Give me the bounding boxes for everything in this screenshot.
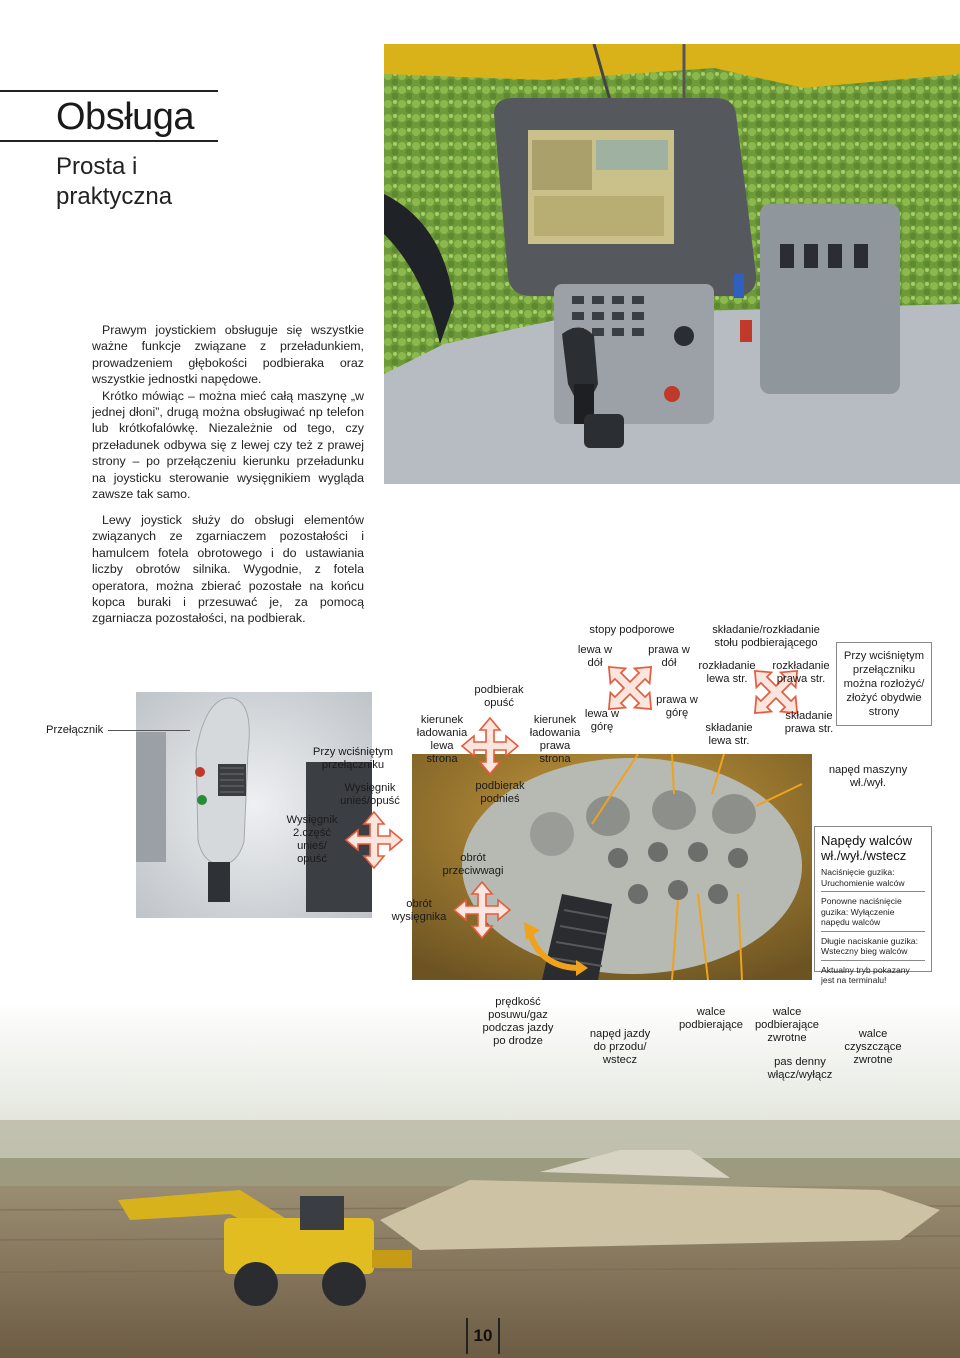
cab-illustration	[384, 44, 960, 484]
table-fold-label: składanie/rozkładanie stołu podbierającego	[712, 624, 820, 649]
field-photo	[0, 1000, 960, 1358]
roller-drives-line: Naciśnięcie guzika: Uruchomienie walców	[821, 867, 905, 888]
hint-box	[836, 642, 932, 726]
roller-drives-line: Długie naciskanie guzika: Wsteczny bieg walców	[821, 935, 918, 956]
green-button-icon	[197, 795, 207, 805]
title-rule	[0, 140, 218, 142]
counterweight-rotation-label: obrót przeciwwagi	[442, 852, 504, 877]
unfold-left-label: rozkładanie lewa str.	[698, 660, 756, 685]
red-button-icon	[195, 767, 205, 777]
text-block-1	[92, 322, 364, 502]
divider	[821, 931, 925, 932]
cleaning-rollers-label: walce czyszczące zwrotne	[844, 1028, 902, 1066]
right-up-label: prawa w górę	[656, 694, 698, 719]
cab-photo	[384, 44, 960, 484]
switch-leader-line	[108, 730, 190, 731]
divider	[821, 891, 925, 892]
roller-drives-box	[814, 826, 932, 985]
pickup-rollers-label: walce podbierające	[678, 1006, 744, 1031]
load-direction-right-label: kierunek ładowania prawa strona	[529, 714, 581, 765]
fold-left-label: składanie lewa str.	[705, 722, 753, 747]
page-title: Obsługa	[56, 96, 195, 138]
text-block-2	[92, 512, 364, 627]
load-direction-left-label: kierunek ładowania lewa strona	[416, 714, 468, 765]
hint-text: Przy wciśniętym przełączniku można rozłożyć/ złożyć obydwie strony	[843, 650, 925, 718]
pickup-rollers-reverse-label: walce podbierające zwrotne	[754, 1006, 820, 1044]
field-illustration	[0, 1000, 960, 1358]
boom-second-part-label: Wysięgnik 2.część unieś/ opuść	[286, 814, 338, 865]
speed-label: prędkość posuwu/gaz podczas jazdy po drodze	[482, 996, 554, 1047]
top-rule	[0, 90, 218, 92]
roller-drives-title: Napędy walców wł./wył./wstecz	[821, 833, 913, 863]
left-down-label: lewa w dół	[577, 644, 613, 669]
switch-label: Przełącznik	[46, 724, 104, 736]
fold-right-label: składanie prawa str.	[784, 710, 834, 735]
left-up-label: lewa w górę	[584, 708, 620, 733]
right-down-label: prawa w dół	[648, 644, 690, 669]
divider	[821, 960, 925, 961]
roller-drives-line: Ponowne naciśnięcie guzika: Wyłączenie napędu walców	[821, 896, 902, 927]
paragraph: Krótko mówiąc – można mieć całą maszynę „w jednej dłoni”, drugą można obsługiwać np telefon lub krótkofalówkę. Niezależnie od tego, czy przeładunek odbywa się z lewej czy też z prawej strony – po przełączeniu kierunku przeładunku na joysticku sterowanie wysięgnikiem wygląda zawsze tak samo.	[92, 388, 364, 502]
travel-drive-label: napęd jazdy do przodu/ wstecz	[589, 1028, 651, 1066]
page-subtitle: Prosta i praktyczna	[56, 153, 173, 210]
boom-raise-label: Wysięgnik unieś/opuść	[340, 782, 400, 807]
boom-raise-lower-arrow-icon	[344, 810, 404, 870]
unfold-right-label: rozkładanie prawa str.	[772, 660, 830, 685]
when-pressed-label: Przy wciśniętym przełączniku	[312, 746, 394, 771]
paragraph: Lewy joystick służy do obsługi elementów związanych ze zgarniaczem pozostałości i hamulcem fotela obrotowego i do ustawiania liczby obrotów silnika. Wygodnie, z fotela operatora, można zbierać pozostałe na końcu kopca buraki i przesuwać je, za pomocą zgarniacza pozostałości, na podbierak.	[92, 513, 364, 626]
boom-rotation-arrow-icon	[452, 880, 512, 940]
machine-drive-label: napęd maszyny wł./wył.	[828, 764, 908, 789]
paragraph: Prawym joystickiem obsługuje się wszystkie ważne funkcje związane z przeładunkiem, prowadzeniem głębokości podbieraka oraz wszystkie jednostki napędowe.	[92, 323, 364, 387]
roller-drives-line: Aktualny tryb pokazany jest na terminalu!	[821, 964, 910, 985]
pickup-lower-label: podbierak opuść	[474, 684, 524, 709]
floor-belt-label: pas denny włącz/wyłącz	[767, 1056, 833, 1081]
support-feet-label: stopy podporowe	[589, 624, 675, 636]
page-number: 10	[466, 1318, 500, 1354]
boom-rotation-label: obrót wysięgnika	[391, 898, 447, 923]
pickup-raise-label: podbierak podnieś	[475, 780, 525, 805]
